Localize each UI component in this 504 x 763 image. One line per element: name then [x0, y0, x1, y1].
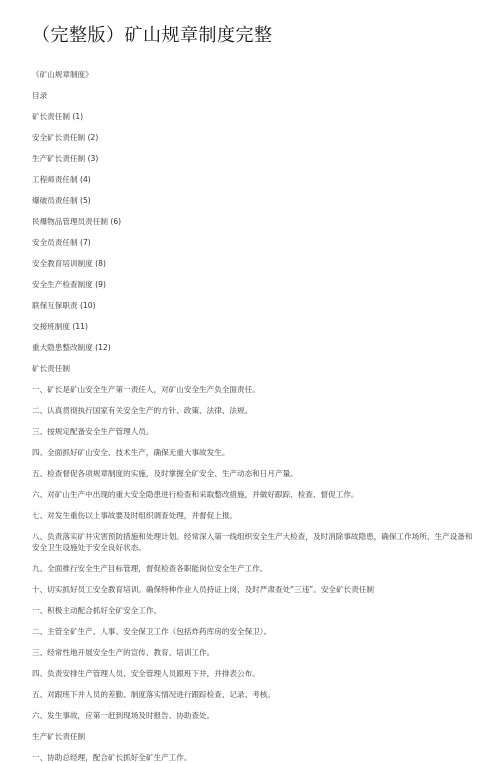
section-item: 七、对发生重伤以上事故要及时组织调查处理，并督促上报。 — [32, 511, 238, 520]
section-item: 二、主管全矿生产、人事、安全保卫工作（包括炸药库房的安全保卫）。 — [32, 627, 272, 636]
toc-entry: 民爆物品管理员责任制 (6) — [32, 217, 122, 226]
toc-entry: 交接班制度 (11) — [32, 322, 88, 331]
toc-entry: 爆破员责任制 (5) — [32, 196, 91, 205]
toc-entry: 联保互保职责 (10) — [32, 301, 96, 310]
section-item: 四、全面抓好矿山安全、技术生产，确保无重大事故发生。 — [32, 448, 230, 457]
toc-entry: 重大隐患整改制度 (12) — [32, 343, 111, 352]
book-title-line: 《矿山规章制度》 — [32, 70, 93, 79]
section-item: 三、按规定配备安全生产管理人员。 — [32, 427, 154, 436]
section-item: 一、积极主动配合抓好全矿安全工作。 — [32, 606, 162, 615]
section-item: 八、负责落实矿井灾害预防措施和处理计划。经常深入第一线组织安全生产大检查，及时消除事故隐患，确保工作场所、生产设备和安全卫生设施处于安全良好状态。 — [32, 532, 473, 552]
section-heading: 生产矿长责任制 — [32, 732, 86, 741]
toc-heading: 目录 — [32, 91, 48, 100]
document-body — [32, 69, 474, 763]
section-item: 九、全面推行安全生产目标管理，督促检查各职能岗位安全生产工作。 — [32, 564, 268, 573]
section-item: 一、协助总经理，配合矿长抓好全矿生产工作。 — [32, 753, 192, 762]
section-item: 三、经常性地开展安全生产的宣传、教育、培训工作。 — [32, 648, 215, 657]
document-title: （完整版）矿山规章制度完整 — [32, 25, 273, 46]
toc-entry: 矿长责任制 (1) — [32, 112, 84, 121]
section-item: 一、矿长是矿山安全生产第一责任人，对矿山安全生产负全面责任。 — [32, 385, 260, 394]
section-item: 二、认真贯彻执行国家有关安全生产的方针、政策、法律、法规。 — [32, 406, 253, 415]
section-item: 四、负责安排生产管理人员、安全管理人员跟班下井，并排表公布。 — [32, 669, 260, 678]
section-item: 六、对矿山生产中出现的重大安全隐患进行检查和采取整改措施，并做好跟踪、检查、督促工作。 — [32, 490, 359, 499]
section-item: 十、切实抓好员工安全教育培训。确保特种作业人员持证上岗，及时严肃查处“三违”。安全矿长责任制 — [32, 585, 374, 594]
section-item: 五、检查督促各项规章制度的实施，及时掌握全矿安全、生产动态和日月产量。 — [32, 469, 298, 478]
section-item: 六、发生事故，应第一赶到现场及时报告、协助查处。 — [32, 711, 215, 720]
toc-entry: 工程师责任制 (4) — [32, 175, 91, 184]
section-item: 五、对跟班下井人员的差勤、制度落实情况进行跟踪检查、记录、考核。 — [32, 690, 275, 699]
toc-entry: 生产矿长责任制 (3) — [32, 154, 99, 163]
toc-entry: 安全员责任制 (7) — [32, 238, 91, 247]
section-heading: 矿长责任制 — [32, 364, 70, 373]
toc-entry: 安全矿长责任制 (2) — [32, 133, 99, 142]
toc-entry: 安全教育培训制度 (8) — [32, 259, 106, 268]
toc-entry: 安全生产检查制度 (9) — [32, 280, 106, 289]
